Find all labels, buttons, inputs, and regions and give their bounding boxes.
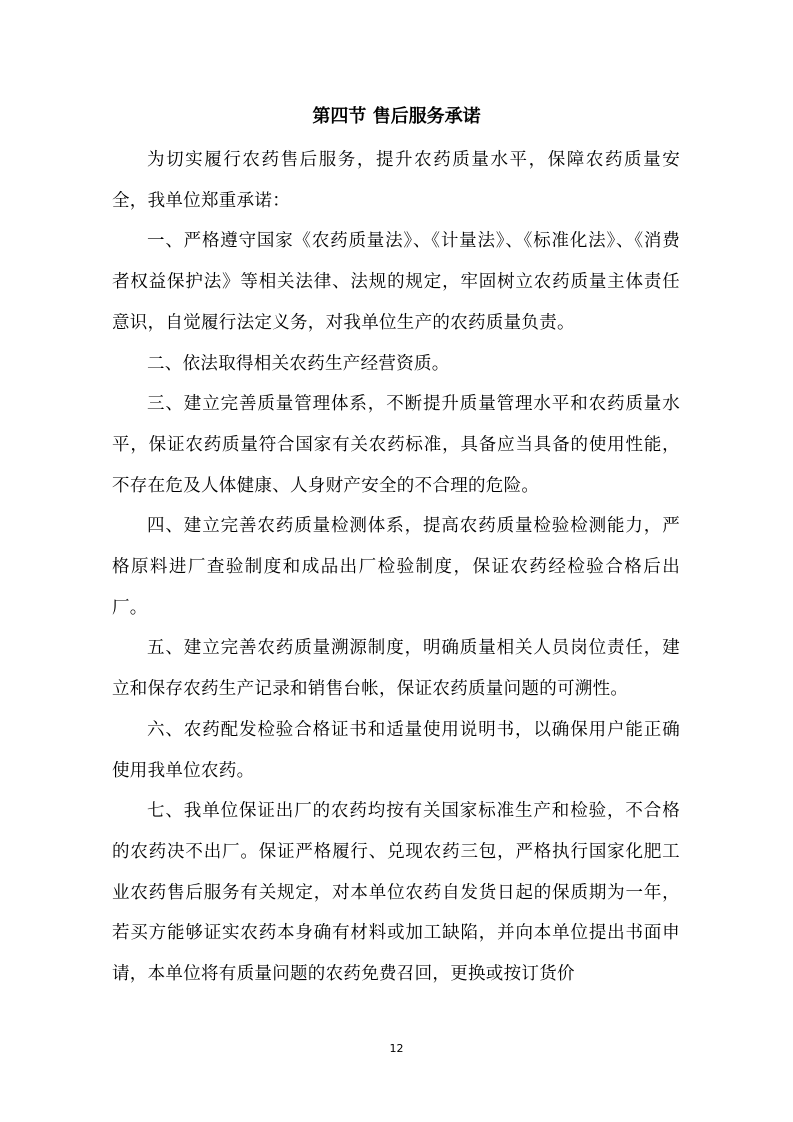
document-body [112,140,680,995]
paragraph-item-1: 一、严格遵守国家《农药质量法》、《计量法》、《标准化法》、《消费者权益保护法》等相关法律、法规的规定，牢固树立农药质量主体责任意识，自觉履行法定义务，对我单位生产的农药质量负责。 [112,231,680,333]
paragraph-intro: 为切实履行农药售后服务，提升农药质量水平，保障农药质量安全，我单位郑重承诺： [112,150,680,211]
paragraph-item-2: 二、依法取得相关农药生产经营资质。 [147,353,450,374]
paragraph-item-6: 六、农药配发检验合格证书和适量使用说明书，以确保用户能正确使用我单位农药。 [112,719,680,781]
section-title: 第四节 售后服务承诺 [312,106,481,127]
paragraph-item-4: 四、建立完善农药质量检测体系，提高农药质量检验检测能力，严格原料进厂查验制度和成品出厂检验制度，保证农药经检验合格后出厂。 [112,516,680,618]
page-number: 12 [389,1042,404,1055]
paragraph-item-3: 三、建立完善质量管理体系，不断提升质量管理水平和农药质量水平，保证农药质量符合国家有关农药标准，具备应当具备的使用性能，不存在危及人体健康、人身财产安全的不合理的危险。 [112,394,680,496]
paragraph-item-5: 五、建立完善农药质量溯源制度，明确质量相关人员岗位责任，建立和保存农药生产记录和销售台帐，保证农药质量问题的可溯性。 [112,638,680,700]
paragraph-item-7: 七、我单位保证出厂的农药均按有关国家标准生产和检验，不合格的农药决不出厂。保证严格履行、兑现农药三包，严格执行国家化肥工业农药售后服务有关规定，对本单位农药自发货日起的保质期为一年，若买方能够证实农药本身确有材料或加工缺陷，并向本单位提出书面申请，本单位将有质量问题的农药免费召回，更换或按订货价 [112,801,680,985]
